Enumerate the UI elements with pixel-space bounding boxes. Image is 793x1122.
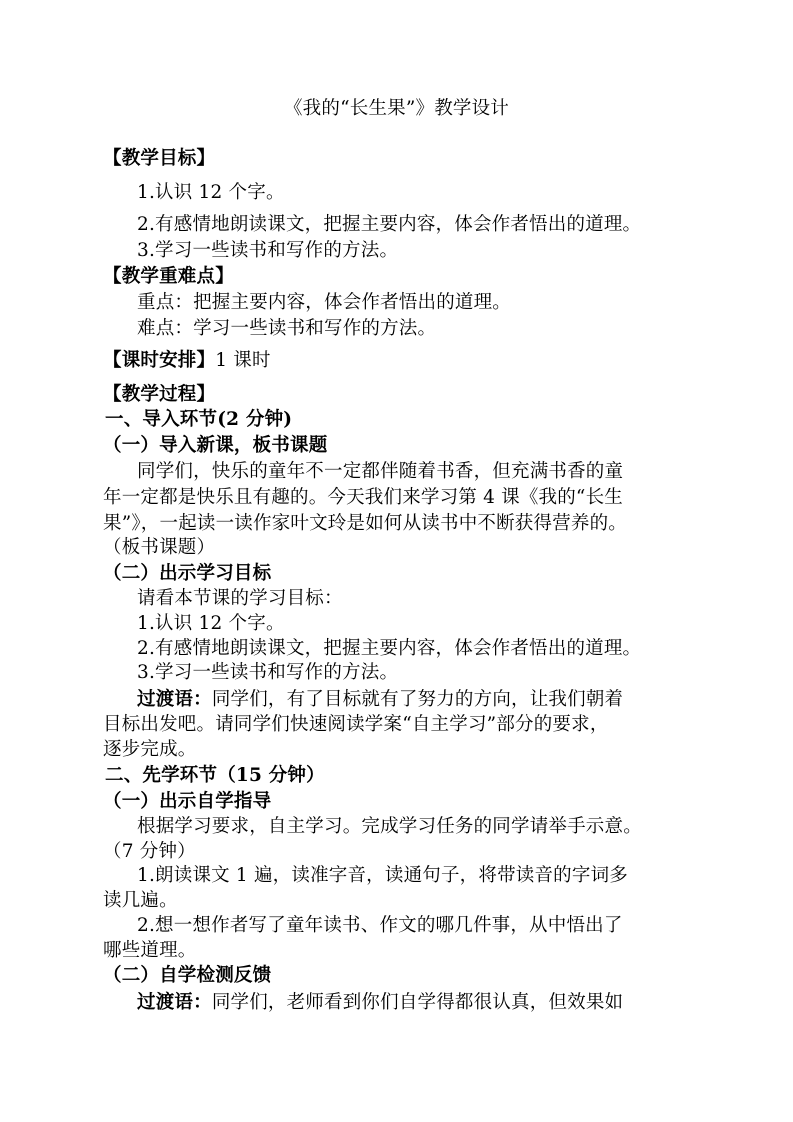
- paragraph-line: 目标出发吧。请同学们快速阅读学案“自主学习”部分的要求，: [103, 714, 609, 735]
- goal-item: 1.认识 12 个字。: [137, 613, 285, 634]
- paragraph-line: 果”》，一起读一读作家叶文玲是如何从读书中不断获得营养的。: [103, 513, 628, 534]
- part2-sub1-heading: （一）出示自学指导: [103, 791, 272, 812]
- paragraph-line: 1.朗读课文 1 遍，读准字音，读通句子，将带读音的字词多: [137, 865, 628, 886]
- goal-item: 2.有感情地朗读课文，把握主要内容，体会作者悟出的道理。: [137, 638, 642, 659]
- paragraph-line: （7 分钟）: [103, 841, 196, 862]
- transition-text: 同学们，老师看到你们自学得都很认真，但效果如: [211, 992, 624, 1013]
- paragraph-line: （板书课题）: [103, 537, 216, 558]
- part1-sub2-heading: （二）出示学习目标: [103, 563, 272, 584]
- key-point: 重点：把握主要内容，体会作者悟出的道理。: [137, 292, 512, 313]
- paragraph-line: 根据学习要求，自主学习。完成学习任务的同学请举手示意。: [137, 816, 642, 837]
- key-points-heading: 【教学重难点】: [103, 266, 234, 287]
- transition-line: [137, 687, 707, 713]
- paragraph-line: 同学们，快乐的童年不一定都伴随着书香，但充满书香的童: [137, 461, 624, 482]
- paragraph-line: 读几遍。: [103, 890, 178, 911]
- paragraph-line: 请看本节课的学习目标：: [137, 588, 343, 609]
- part1-sub1-heading: （一）导入新课，板书课题: [103, 435, 328, 456]
- paragraph-line: 哪些道理。: [103, 940, 197, 961]
- difficult-point: 难点：学习一些读书和写作的方法。: [137, 318, 437, 339]
- goal-item: 2.有感情地朗读课文，把握主要内容，体会作者悟出的道理。: [137, 214, 642, 235]
- paragraph-line: 2.想一想作者写了童年读书、作文的哪几件事，从中悟出了: [137, 915, 623, 936]
- schedule-heading: 【课时安排】: [103, 350, 216, 371]
- transition-label: 过渡语：: [137, 992, 212, 1013]
- goal-item: 3.学习一些读书和写作的方法。: [137, 662, 399, 683]
- part2-heading: 二、先学环节（15 分钟）: [105, 765, 325, 786]
- document-title: 《我的“长生果”》教学设计: [283, 98, 510, 119]
- transition-text: 同学们，有了目标就有了努力的方向，让我们朝着: [211, 689, 624, 710]
- part1-heading: 一、导入环节(2 分钟): [105, 409, 293, 430]
- transition-label: 过渡语：: [137, 689, 212, 710]
- part2-sub2-heading: （二）自学检测反馈: [103, 965, 272, 986]
- schedule-row: [103, 348, 703, 374]
- goal-item: 1.认识 12 个字。: [137, 182, 285, 203]
- process-heading: 【教学过程】: [103, 384, 216, 405]
- goals-heading: 【教学目标】: [103, 148, 216, 169]
- paragraph-line: 年一定都是快乐且有趣的。今天我们来学习第 4 课《我的“长生: [103, 487, 623, 508]
- goal-item: 3.学习一些读书和写作的方法。: [137, 240, 399, 261]
- schedule-value: 1 课时: [215, 350, 271, 371]
- transition-line: [137, 990, 707, 1016]
- paragraph-line: 逐步完成。: [103, 739, 197, 760]
